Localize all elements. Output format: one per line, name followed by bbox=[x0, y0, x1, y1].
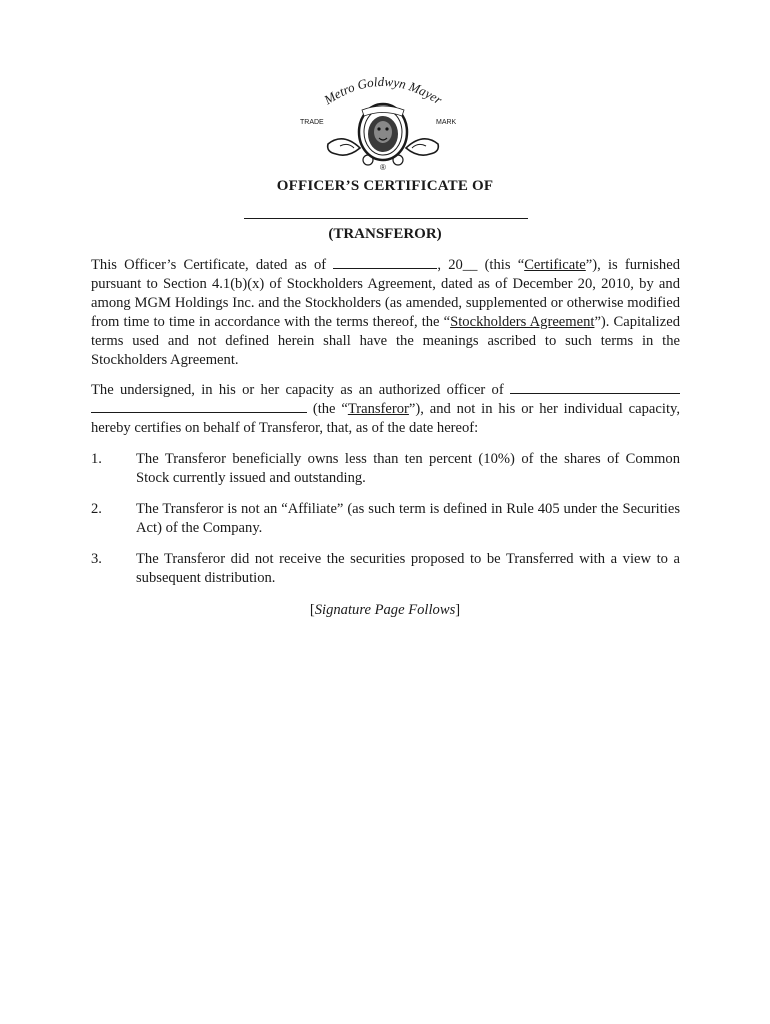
transferor-term: Transferor bbox=[347, 400, 409, 417]
intro-text-d: ”), is furnished pursuant to Section 4.1(b)(x) of Stockholders Agreement, dated as of December 20, 2010, by and among MGM Holdings Inc. and the Stockholders (as amended, supplemented or otherwise modified from time to time in accordance with the terms thereof, the “ bbox=[91, 257, 680, 330]
cert-text-b: (the “ bbox=[307, 400, 348, 417]
list-item-number: 1. bbox=[91, 451, 102, 467]
cert-text-a: The undersigned, in his or her capacity as an authorized officer of bbox=[91, 382, 510, 398]
signature-page-follows-text: Signature Page Follows bbox=[314, 602, 456, 618]
intro-text-b: , 20__ (this “ bbox=[437, 257, 525, 273]
stockholders-agreement-term: Stockholders Agreement bbox=[450, 313, 595, 330]
open-bracket: [ bbox=[309, 602, 315, 618]
list-item-number: 3. bbox=[91, 551, 102, 567]
logo-mark-label: MARK bbox=[436, 119, 457, 126]
date-blank bbox=[333, 256, 437, 269]
page-title: OFFICER’S CERTIFICATE OF bbox=[276, 178, 494, 194]
signature-page-follows bbox=[0, 602, 770, 619]
certification-paragraph bbox=[91, 381, 680, 438]
registered-mark: ® bbox=[380, 163, 386, 172]
certificate-term: Certificate bbox=[524, 257, 586, 273]
list-item-text: The Transferor beneficially owns less than ten percent (10%) of the shares of Common Stock currently issued and outstanding. bbox=[136, 451, 680, 486]
company-blank-2 bbox=[91, 400, 307, 413]
svg-text:Metro Goldwyn Mayer bbox=[320, 74, 445, 108]
intro-paragraph bbox=[91, 256, 680, 369]
list-item-text: The Transferor did not receive the securities proposed to be Transferred with a view to a subsequent distribution. bbox=[136, 551, 680, 586]
logo-trade-label: TRADE bbox=[300, 119, 324, 126]
page-subtitle: (TRANSFEROR) bbox=[328, 226, 442, 242]
logo-arc-text: Metro Goldwyn Mayer bbox=[321, 73, 445, 108]
list-item-text: The Transferor is not an “Affiliate” (as such term is defined in Rule 405 under the Securities Act) of the Company. bbox=[136, 501, 680, 536]
close-bracket: ] bbox=[455, 602, 461, 618]
list-item-number: 2. bbox=[91, 501, 102, 517]
intro-text-f: ”). Capitalized terms used and not defined herein shall have the meanings ascribed to such terms in the Stockholders Agreement. bbox=[91, 313, 680, 368]
mgm-logo bbox=[288, 72, 478, 172]
cert-text-d: ”), and not in his or her individual capacity, hereby certifies on behalf of Transferor, that, as of the date hereof: bbox=[91, 400, 680, 436]
officer-name-blank bbox=[244, 218, 528, 219]
intro-text-a: This Officer’s Certificate, dated as of bbox=[91, 257, 334, 273]
company-blank-1 bbox=[510, 381, 680, 394]
